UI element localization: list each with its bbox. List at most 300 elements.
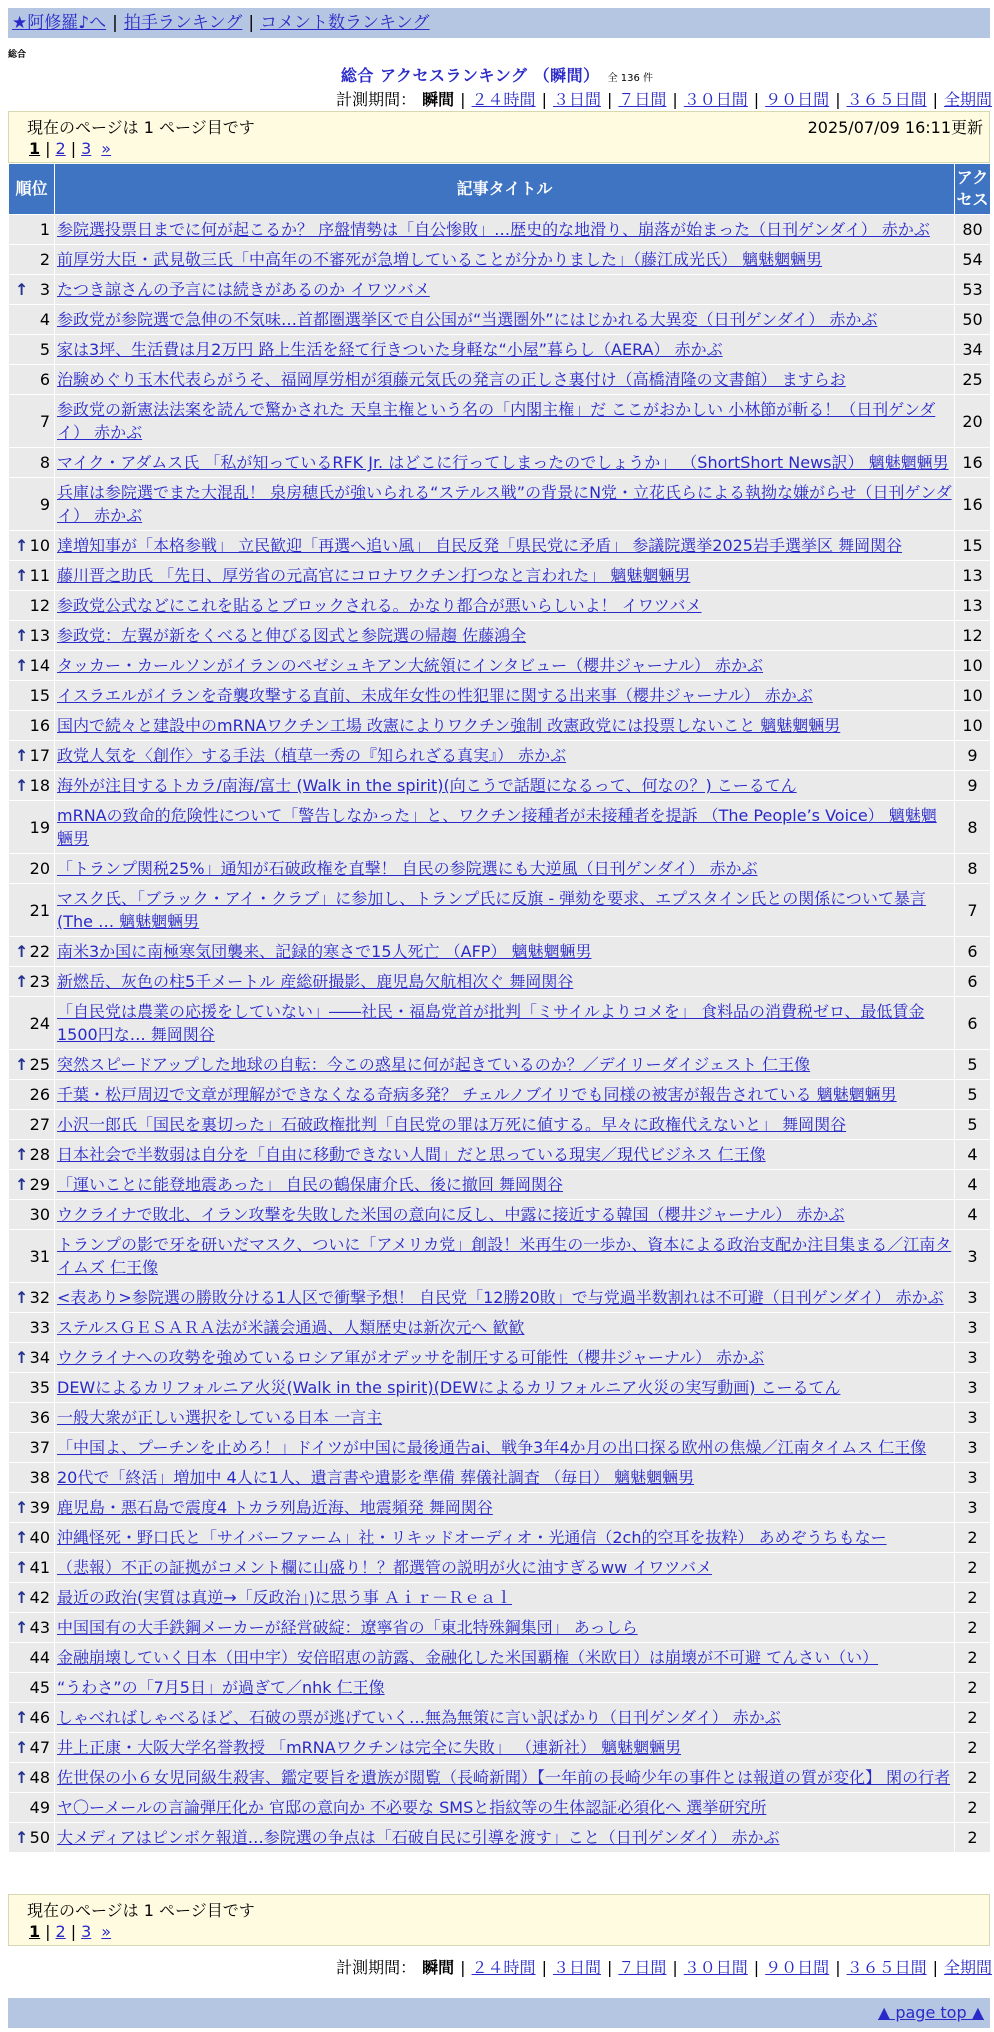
title-cell [55, 621, 955, 651]
article-title-link[interactable]: 最近の政治(実質は真逆→「反政治」)に思う事 Ａｉｒ－Ｒｅａｌ [57, 1588, 512, 1607]
article-title-link[interactable]: 大メディアはピンボケ報道…参院選の争点は「石破自民に引導を渡す」こと（日刊ゲンダイ） 赤かぶ [57, 1828, 780, 1847]
rank-cell [9, 997, 55, 1050]
article-title-link[interactable]: 参政党が参院選で急伸の不気味…首都圏選挙区で自公国が“当選圏外”にはじかれる大異変（日刊ゲンダイ） 赤かぶ [57, 310, 878, 329]
access-count: 2 [955, 1643, 991, 1673]
rank-cell [9, 478, 55, 531]
access-count: 3 [955, 1343, 991, 1373]
rank-up-arrow-icon: ↑ [15, 1055, 29, 1074]
table-row [9, 681, 991, 711]
title-cell [55, 771, 955, 801]
access-count: 2 [955, 1583, 991, 1613]
rank-cell [9, 365, 55, 395]
nav-separator: | [112, 13, 118, 33]
rank-up-arrow-icon: ↑ [15, 280, 29, 299]
rank-cell [9, 967, 55, 997]
updated-timestamp: 2025/07/09 16:11更新 [807, 118, 983, 137]
period-option-7d[interactable]: ７日間 [618, 90, 667, 109]
period-option-7d[interactable]: ７日間 [618, 1958, 667, 1977]
table-row [9, 245, 991, 275]
table-row [9, 1733, 991, 1763]
access-count: 2 [955, 1613, 991, 1643]
rank-up-arrow-icon: ↑ [15, 656, 29, 675]
rank-number: 13 [29, 626, 50, 645]
table-row [9, 651, 991, 681]
table-row [9, 801, 991, 854]
page-top-link[interactable]: ▲ page top ▲ [877, 2003, 984, 2022]
article-title-link[interactable]: イスラエルがイランを奇襲攻撃する直前、未成年女性の性犯罪に関する出来事（櫻井ジャーナル） 赤かぶ [57, 686, 813, 705]
rank-up-arrow-icon: ↑ [15, 1498, 29, 1517]
access-count: 16 [955, 448, 991, 478]
access-count: 3 [955, 1283, 991, 1313]
page-3-link[interactable]: 3 [81, 139, 92, 158]
rank-up-arrow-icon: ↑ [15, 1558, 29, 1577]
title-cell [55, 1643, 955, 1673]
nav-link-comment-ranking[interactable]: コメント数ランキング [260, 13, 430, 33]
article-title-link[interactable]: 千葉・松戸周辺で文章が理解ができなくなる奇病多発？ チェルノブイリでも同様の被害が報告されている 魑魅魍魎男 [57, 1085, 897, 1104]
access-count: 6 [955, 997, 991, 1050]
article-title-link[interactable]: 国内で続々と建設中のmRNAワクチン工場 改憲によりワクチン強制 改憲政党には投票しないこと 魑魅魍魎男 [57, 716, 841, 735]
title-cell [55, 1733, 955, 1763]
page-title [0, 63, 994, 86]
rank-cell [9, 531, 55, 561]
rank-cell [9, 1493, 55, 1523]
rank-number: 9 [39, 494, 50, 514]
table-row [9, 275, 991, 305]
rank-up-arrow-icon: ↑ [15, 1588, 29, 1607]
table-row [9, 305, 991, 335]
next-page-link[interactable]: » [101, 139, 112, 158]
access-count: 25 [955, 365, 991, 395]
ranking-title: 総合 アクセスランキング （瞬間） [340, 66, 600, 85]
rank-number: 26 [29, 1085, 50, 1104]
article-title-link[interactable]: （悲報）不正の証拠がコメント欄に山盛り！？都選管の説明が火に油すぎるww イワツバメ [57, 1558, 712, 1577]
title-cell [55, 531, 955, 561]
rank-number: 28 [29, 1145, 50, 1164]
article-title-link[interactable]: mRNAの致命的危険性について「警告しなかった」と、ワクチン接種者が未接種者を提訴 （The People’s Voice） 魑魅魍魎男 [57, 806, 937, 848]
page-1-current: 1 [29, 139, 41, 158]
title-cell [55, 305, 955, 335]
title-cell [55, 245, 955, 275]
article-title-link[interactable]: 参政党の新憲法法案を読んで驚かされた 天皇主権という名の「内閣主権」だ ここがおかしい 小林節が斬る！（日刊ゲンダイ） 赤かぶ [57, 400, 936, 442]
table-row [9, 335, 991, 365]
access-count: 8 [955, 854, 991, 884]
table-row [9, 1230, 991, 1283]
article-title-link[interactable]: 「自民党は農業の応援をしていない」――社民・福島党首が批判「ミサイルよりコメを」 食料品の消費税ゼロ、最低賃金1500円な… 舞岡関谷 [57, 1002, 925, 1044]
article-title-link[interactable]: タッカー・カールソンがイランのペゼシュキアン大統領にインタビュー（櫻井ジャーナル） 赤かぶ [57, 656, 764, 675]
period-label: 計測期間： [336, 90, 417, 109]
title-cell [55, 1433, 955, 1463]
article-title-link[interactable]: ステルスＧＥＳＡＲＡ法が米議会通過、人類歴史は新次元へ 歓歓 [57, 1318, 525, 1337]
table-row [9, 1170, 991, 1200]
access-count: 2 [955, 1553, 991, 1583]
rank-cell [9, 681, 55, 711]
article-title-link[interactable]: 新燃岳、灰色の柱5千メートル 産総研撮影、鹿児島欠航相次ぐ 舞岡関谷 [57, 972, 574, 991]
rank-cell [9, 245, 55, 275]
access-count: 2 [955, 1733, 991, 1763]
top-nav-bar [8, 8, 990, 38]
article-title-link[interactable]: 南米3か国に南極寒気団襲来、記録的寒さで15人死亡 （AFP） 魑魅魍魎男 [57, 942, 592, 961]
rank-cell [9, 1343, 55, 1373]
title-cell [55, 1050, 955, 1080]
table-row [9, 365, 991, 395]
article-title-link[interactable]: 政党人気を〈創作〉する手法（植草一秀の『知られざる真実』） 赤かぶ [57, 746, 567, 765]
table-row [9, 1583, 991, 1613]
rank-up-arrow-icon: ↑ [15, 1618, 29, 1637]
rank-cell [9, 1313, 55, 1343]
title-cell [55, 275, 955, 305]
rank-number: 15 [29, 686, 50, 705]
rank-cell [9, 561, 55, 591]
table-row [9, 711, 991, 741]
article-title-link[interactable]: 「トランプ関税25%」通知が石破政権を直撃！ 自民の参院選にも大逆風（日刊ゲンダイ） 赤かぶ [57, 859, 758, 878]
table-row [9, 1110, 991, 1140]
rank-cell [9, 651, 55, 681]
title-cell [55, 1673, 955, 1703]
period-option-365d[interactable]: ３６５日間 [846, 90, 927, 109]
title-cell [55, 1763, 955, 1793]
access-count: 5 [955, 1050, 991, 1080]
period-option-30d[interactable]: ３０日間 [683, 90, 748, 109]
article-title-link[interactable]: 井上正康・大阪大学名誉教授 「mRNAワクチンは完全に失敗」 （連新社） 魑魅魍魎男 [57, 1738, 682, 1757]
rank-cell [9, 448, 55, 478]
period-option-24h[interactable]: ２４時間 [471, 90, 536, 109]
access-count: 4 [955, 1170, 991, 1200]
access-count: 3 [955, 1493, 991, 1523]
article-title-link[interactable]: 藤川晋之助氏 「先日、厚労省の元高官にコロナワクチン打つなと言われた」 魑魅魍魎男 [57, 566, 691, 585]
title-cell [55, 801, 955, 854]
rank-up-arrow-icon: ↑ [15, 1828, 29, 1847]
rank-number: 41 [29, 1558, 50, 1577]
ranking-table [8, 163, 991, 1853]
rank-cell [9, 1793, 55, 1823]
article-title-link[interactable]: 海外が注目するトカラ/南海/富士 (Walk in the spirit)(向こうで話題になるって、何なの？) こーるてん [57, 776, 797, 795]
article-title-link[interactable]: 佐世保の小６女児同級生殺害、鑑定要旨を遺族が閲覧（長崎新聞）【一年前の長崎少年の事件とは報道の質が変化】 閑の行者 [57, 1768, 951, 1787]
access-count: 2 [955, 1673, 991, 1703]
table-row [9, 1283, 991, 1313]
ranking-table-body [9, 215, 991, 1853]
title-cell [55, 478, 955, 531]
rank-cell [9, 801, 55, 854]
article-title-link[interactable]: 鹿児島・悪石島で震度4 トカラ列島近海、地震頻発 舞岡関谷 [57, 1498, 493, 1517]
article-title-link[interactable]: 達増知事が「本格参戦」 立民歓迎「再選へ追い風」 自民反発「県民党に矛盾」 参議院選挙2025岩手選挙区 舞岡関谷 [57, 536, 903, 555]
table-row [9, 1703, 991, 1733]
period-option-3d[interactable]: ３日間 [552, 1958, 601, 1977]
rank-number: 31 [29, 1246, 50, 1266]
article-title-link[interactable]: 兵庫は参院選でまた大混乱！ 泉房穂氏が強いられる“ステルス戦”の背景にN党・立花氏らによる執拗な嫌がらせ（日刊ゲンダイ） 赤かぶ [57, 483, 952, 525]
article-title-link[interactable]: 小沢一郎氏「国民を裏切った」石破政権批判「自民党の罪は万死に値する。早々に政権代えないと」 舞岡関谷 [57, 1115, 847, 1134]
article-title-link[interactable]: DEWによるカリフォルニア火災(Walk in the spirit)(DEWによるカリフォルニア火災の実写動画) こーるてん [57, 1378, 841, 1397]
rank-number: 27 [29, 1115, 50, 1134]
rank-up-arrow-icon: ↑ [15, 1768, 29, 1787]
table-row [9, 1523, 991, 1553]
rank-up-arrow-icon: ↑ [15, 746, 29, 765]
nav-link-ashura[interactable]: ★阿修羅♪へ [12, 13, 107, 33]
access-count: 10 [955, 651, 991, 681]
title-cell [55, 1140, 955, 1170]
table-row [9, 1763, 991, 1793]
rank-number: 3 [39, 280, 50, 299]
rank-number: 20 [29, 859, 50, 878]
table-row [9, 771, 991, 801]
access-count: 3 [955, 1230, 991, 1283]
rank-number: 1 [39, 220, 50, 239]
table-row [9, 1673, 991, 1703]
access-count: 54 [955, 245, 991, 275]
rank-number: 37 [29, 1438, 50, 1457]
title-column-header: 記事タイトル [55, 164, 955, 215]
pagination: 1 | 2 | 3 » [29, 1922, 112, 1941]
rank-cell [9, 215, 55, 245]
title-cell [55, 1793, 955, 1823]
rank-cell [9, 395, 55, 448]
rank-cell [9, 1403, 55, 1433]
rank-up-arrow-icon: ↑ [15, 1175, 29, 1194]
rank-number: 2 [39, 250, 50, 269]
rank-cell [9, 1140, 55, 1170]
title-cell [55, 651, 955, 681]
article-title-link[interactable]: マイク・アダムス氏 「私が知っているRFK Jr. はどこに行ってしまったのでしょうか」 （ShortShort News訳） 魑魅魍魎男 [57, 453, 949, 472]
pagination: 1 | 2 | 3 » [29, 139, 112, 158]
title-cell [55, 1283, 955, 1313]
rank-number: 39 [29, 1498, 50, 1517]
rank-number: 11 [29, 566, 50, 585]
table-row [9, 215, 991, 245]
article-title-link[interactable]: 前厚労大臣・武見敬三氏「中高年の不審死が急増していることが分かりました」（藤江成光氏） 魑魅魍魎男 [57, 250, 823, 269]
title-cell [55, 967, 955, 997]
rank-number: 46 [29, 1708, 50, 1727]
access-count: 2 [955, 1703, 991, 1733]
period-option-90d[interactable]: ９０日間 [765, 90, 830, 109]
rank-up-arrow-icon: ↑ [15, 1738, 29, 1757]
rank-cell [9, 711, 55, 741]
article-title-link[interactable]: 治験めぐり玉木代表らがうそ、福岡厚労相が須藤元気氏の発言の正しさ裏付け（高橋清隆の文書館） ますらお [57, 370, 846, 389]
article-title-link[interactable]: 中国国有の大手鉄鋼メーカーが経営破綻：遼寧省の「東北特殊鋼集団」 あっしら [57, 1618, 638, 1637]
title-cell [55, 1200, 955, 1230]
title-cell [55, 1703, 955, 1733]
rank-number: 38 [29, 1468, 50, 1487]
access-count: 15 [955, 531, 991, 561]
access-count: 8 [955, 801, 991, 854]
rank-number: 14 [29, 656, 50, 675]
table-row [9, 561, 991, 591]
table-row [9, 884, 991, 937]
rank-number: 7 [39, 411, 50, 431]
title-cell [55, 1230, 955, 1283]
access-column-header: アクセス [955, 164, 991, 215]
rank-number: 6 [39, 370, 50, 389]
access-count: 3 [955, 1313, 991, 1343]
title-cell [55, 997, 955, 1050]
rank-cell [9, 591, 55, 621]
title-cell [55, 215, 955, 245]
rank-number: 5 [39, 340, 50, 359]
article-title-link[interactable]: ウクライナで敗北、イラン攻撃を失敗した米国の意向に反し、中露に接近する韓国（櫻井ジャーナル） 赤かぶ [57, 1205, 845, 1224]
access-count: 13 [955, 561, 991, 591]
article-title-link[interactable]: ウクライナへの攻勢を強めているロシア軍がオデッサを制圧する可能性（櫻井ジャーナル） 赤かぶ [57, 1348, 765, 1367]
period-option-90d[interactable]: ９０日間 [765, 1958, 830, 1977]
table-row [9, 478, 991, 531]
article-title-link[interactable]: 「中国よ、プーチンを止めろ！」ドイツが中国に最後通告ai、戦争3年4か月の出口探る欧州の焦燥／江南タイムス 仁王像 [57, 1438, 927, 1457]
article-title-link[interactable]: 突然スピードアップした地球の自転：今この惑星に何が起きているのか？／デイリーダイジェスト 仁王像 [57, 1055, 811, 1074]
title-cell [55, 1823, 955, 1853]
article-title-link[interactable]: マスク氏、「ブラック・アイ・クラブ」に参加し、トランプ氏に反旗 - 弾劾を要求、エプスタイン氏との関係について暴言(The … 魑魅魍魎男 [57, 889, 926, 931]
rank-cell [9, 1523, 55, 1553]
article-title-link[interactable]: たつき諒さんの予言には続きがあるのか イワツバメ [57, 280, 430, 299]
access-count: 16 [955, 478, 991, 531]
access-count: 6 [955, 937, 991, 967]
period-selector-top: 計測期間： 瞬間 | ２４時間 | ３日間 | ７日間 | ３０日間 | ９０日間 | ３６５日間 | 全期間 [336, 90, 992, 109]
rank-number: 40 [29, 1528, 50, 1547]
period-label: 計測期間： [336, 1958, 417, 1977]
table-row [9, 621, 991, 651]
period-option-all[interactable]: 全期間 [943, 1958, 992, 1977]
rank-up-arrow-icon: ↑ [15, 1708, 29, 1727]
period-option-24h[interactable]: ２４時間 [471, 1958, 536, 1977]
article-title-link[interactable]: 参院選投票日までに何が起こるか？ 序盤情勢は「自公惨敗」…歴史的な地滑り、崩落が始まった（日刊ゲンダイ） 赤かぶ [57, 220, 930, 239]
rank-cell [9, 1080, 55, 1110]
table-row [9, 395, 991, 448]
rank-cell [9, 1703, 55, 1733]
table-row [9, 1080, 991, 1110]
table-row [9, 1373, 991, 1403]
period-option-365d[interactable]: ３６５日間 [846, 1958, 927, 1977]
access-count: 2 [955, 1763, 991, 1793]
rank-number: 21 [29, 900, 50, 920]
rank-up-arrow-icon: ↑ [15, 626, 29, 645]
access-count: 6 [955, 967, 991, 997]
rank-cell [9, 1200, 55, 1230]
title-cell [55, 1373, 955, 1403]
article-title-link[interactable]: 一般大衆が正しい選択をしている日本 一言主 [57, 1408, 383, 1427]
rank-up-arrow-icon: ↑ [15, 1528, 29, 1547]
article-title-link[interactable]: 「運いことに能登地震あった」 自民の鶴保庸介氏、後に撤回 舞岡関谷 [57, 1175, 564, 1194]
access-count: 13 [955, 591, 991, 621]
table-row [9, 1200, 991, 1230]
table-row [9, 1493, 991, 1523]
title-cell [55, 1493, 955, 1523]
rank-number: 42 [29, 1588, 50, 1607]
rank-number: 10 [29, 536, 50, 555]
rank-number: 30 [29, 1205, 50, 1224]
rank-number: 34 [29, 1348, 50, 1367]
article-title-link[interactable]: 参政党公式などにこれを貼るとブロックされる。かなり都合が悪いらしいよ！ イワツバメ [57, 596, 702, 615]
title-cell [55, 1463, 955, 1493]
period-option-30d[interactable]: ３０日間 [683, 1958, 748, 1977]
article-title-link[interactable]: 日本社会で半数弱は自分を「自由に移動できない人間」だと思っている現実／現代ビジネス 仁王像 [57, 1145, 766, 1164]
access-count: 9 [955, 771, 991, 801]
access-count: 2 [955, 1523, 991, 1553]
table-header-row [9, 164, 991, 215]
rank-number: 47 [29, 1738, 50, 1757]
period-option-all[interactable]: 全期間 [943, 90, 992, 109]
rank-cell [9, 1823, 55, 1853]
access-count: 5 [955, 1080, 991, 1110]
rank-number: 8 [39, 453, 50, 472]
access-count: 12 [955, 621, 991, 651]
table-row [9, 1613, 991, 1643]
rank-number: 36 [29, 1408, 50, 1427]
title-cell [55, 1343, 955, 1373]
table-row [9, 1823, 991, 1853]
rank-up-arrow-icon: ↑ [15, 536, 29, 555]
rank-up-arrow-icon: ↑ [15, 1145, 29, 1164]
period-option-3d[interactable]: ３日間 [552, 90, 601, 109]
article-title-link[interactable]: 20代で「終活」増加中 4人に1人、遺言書や遺影を準備 葬儀社調査 （毎日） 魑魅魍魎男 [57, 1468, 695, 1487]
next-page-link[interactable]: » [101, 1922, 112, 1941]
title-cell [55, 1583, 955, 1613]
access-count: 7 [955, 884, 991, 937]
article-title-link[interactable]: <表あり>参院選の勝敗分ける1人区で衝撃予想！ 自民党「12勝20敗」で与党過半数割れは不可避（日刊ゲンダイ） 赤かぶ [57, 1288, 944, 1307]
access-count: 34 [955, 335, 991, 365]
article-title-link[interactable]: “うわさ”の「7月5日」が過ぎて／nhk 仁王像 [57, 1678, 385, 1697]
rank-number: 4 [39, 310, 50, 329]
title-cell [55, 591, 955, 621]
rank-cell [9, 1643, 55, 1673]
nav-separator: | [248, 13, 255, 33]
table-row [9, 591, 991, 621]
rank-number: 23 [29, 972, 50, 991]
rank-cell [9, 741, 55, 771]
rank-number: 44 [29, 1648, 50, 1667]
article-title-link[interactable]: しゃべればしゃべるほど、石破の票が逃げていく…無為無策に言い訳ばかり（日刊ゲンダイ） 赤かぶ [57, 1708, 781, 1727]
table-row [9, 967, 991, 997]
rank-number: 45 [29, 1678, 50, 1697]
rank-number: 48 [29, 1768, 50, 1787]
rank-number: 50 [29, 1828, 50, 1847]
access-count: 4 [955, 1200, 991, 1230]
title-cell [55, 741, 955, 771]
rank-up-arrow-icon: ↑ [15, 972, 29, 991]
access-count: 10 [955, 711, 991, 741]
period-current: 瞬間 [422, 1958, 455, 1977]
access-count: 20 [955, 395, 991, 448]
rank-up-arrow-icon: ↑ [15, 1348, 29, 1367]
current-page-text: 現在のページは 1 ページ目です [27, 118, 255, 137]
table-row [9, 1050, 991, 1080]
table-row [9, 1343, 991, 1373]
article-title-link[interactable]: 参政党：左翼が新をくべると伸びる図式と参院選の帰趨 佐藤鴻全 [57, 626, 527, 645]
rank-cell [9, 1763, 55, 1793]
period-current: 瞬間 [422, 90, 455, 109]
article-title-link[interactable]: 金融崩壊していく日本（田中宇）安倍昭恵の訪露、金融化した米国覇権（米欧日）は崩壊が不可避 てんさい（い） [57, 1648, 879, 1667]
page-3-link[interactable]: 3 [81, 1922, 92, 1941]
article-title-link[interactable]: ヤ〇ーメールの言論弾圧化か 官邸の意向か 不必要な SMSと指紋等の生体認証必須化へ 選挙研究所 [57, 1798, 767, 1817]
nav-link-applause-ranking[interactable]: 拍手ランキング [123, 13, 243, 33]
rank-cell [9, 1733, 55, 1763]
page-2-link[interactable]: 2 [55, 1922, 66, 1941]
title-cell [55, 681, 955, 711]
rank-cell [9, 1170, 55, 1200]
page-info-box-bottom [8, 1894, 990, 1946]
page-1-current: 1 [29, 1922, 41, 1941]
rank-cell [9, 1373, 55, 1403]
table-row [9, 1313, 991, 1343]
table-row [9, 997, 991, 1050]
article-title-link[interactable]: 家は3坪、生活費は月2万円 路上生活を経て行きついた身軽な“小屋”暮らし（AERA） 赤かぶ [57, 340, 723, 359]
article-title-link[interactable]: 沖縄怪死・野口氏と「サイバーファーム」社・リキッドオーディオ・光通信（2ch的空耳を抜粋） あめぞうちもなー [57, 1528, 887, 1547]
access-count: 10 [955, 681, 991, 711]
rank-cell [9, 854, 55, 884]
rank-cell [9, 1110, 55, 1140]
title-cell [55, 1170, 955, 1200]
access-count: 50 [955, 305, 991, 335]
page-2-link[interactable]: 2 [55, 139, 66, 158]
table-row [9, 448, 991, 478]
access-count: 2 [955, 1793, 991, 1823]
rank-cell [9, 884, 55, 937]
article-title-link[interactable]: トランプの影で牙を研いだマスク、ついに「アメリカ党」創設！米再生の一歩か、資本による政治支配か注目集まる／江南タイムズ 仁王像 [57, 1235, 952, 1277]
rank-cell [9, 1283, 55, 1313]
